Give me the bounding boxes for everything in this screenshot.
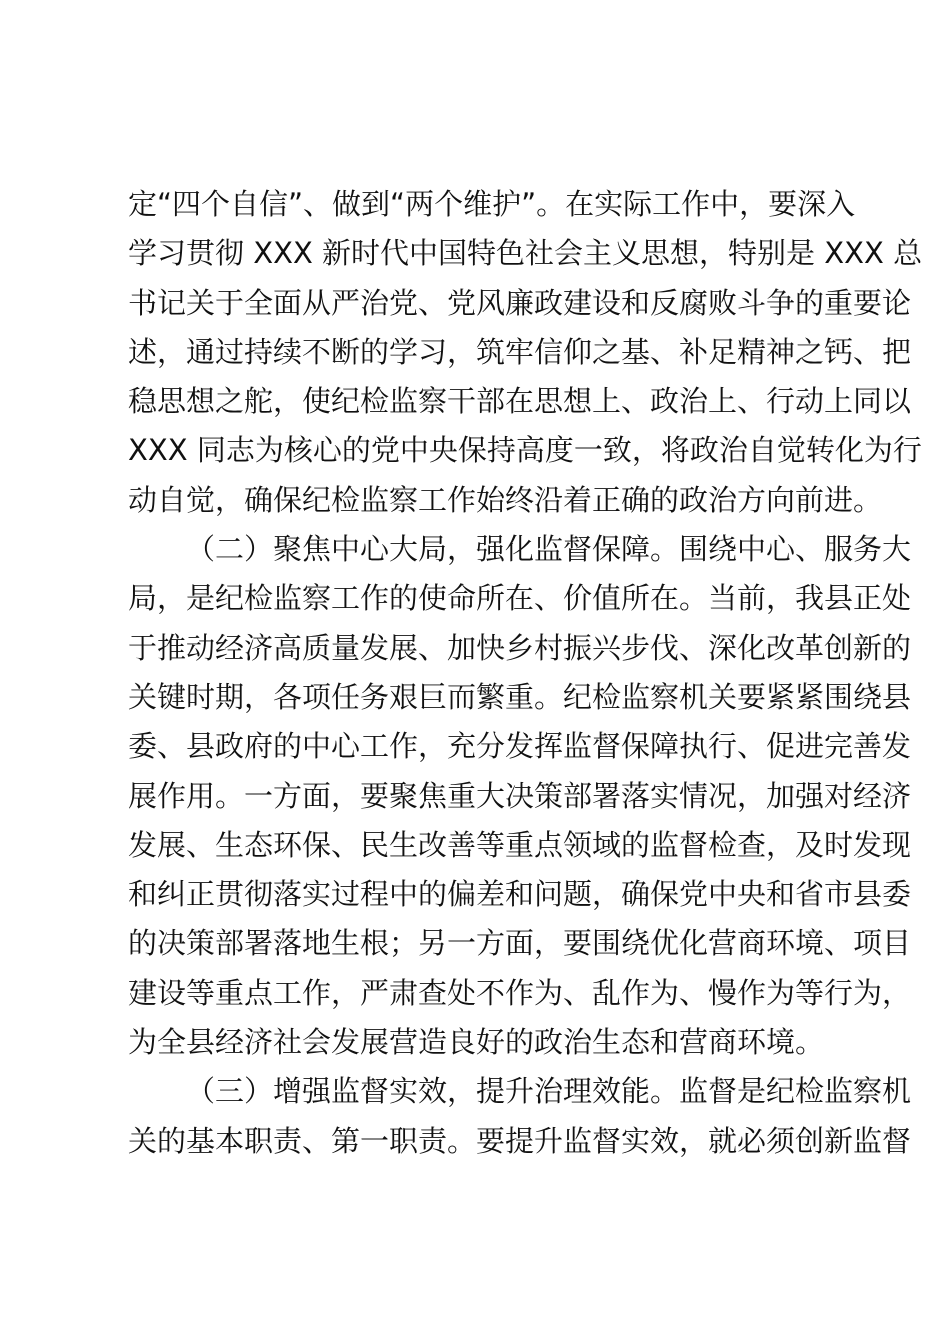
text-line-9: 局，是纪检监察工作的使命所在、价值所在。当前，我县正处 [128,581,912,616]
body-text [128,180,923,1166]
text-line-15: 和纠正贯彻落实过程中的偏差和问题，确保党中央和省市县委 [128,877,912,912]
text-line-3: 书记关于全面从严治党、党风廉政建设和反腐败斗争的重要论 [128,285,912,320]
text-line-16: 的决策部署落地生根；另一方面，要围绕优化营商环境、项目 [128,926,912,961]
text-line-13: 展作用。一方面，要聚焦重大决策部署落实情况，加强对经济 [128,778,912,813]
text-line-20: 关的基本职责、第一职责。要提升监督实效，就必须创新监督 [128,1123,912,1158]
text-line-10: 于推动经济高质量发展、加快乡村振兴步伐、深化改革创新的 [128,630,912,665]
text-line-6: XXX 同志为核心的党中央保持高度一致，将政治自觉转化为行 [128,433,922,468]
section-heading-3-line: （三）增强监督实效，提升治理效能。监督是纪检监察机 [186,1074,912,1109]
text-line-17: 建设等重点工作，严肃查处不作为、乱作为、慢作为等行为， [128,975,912,1010]
text-line-7: 动自觉，确保纪检监察工作始终沿着正确的政治方向前进。 [128,482,883,517]
text-line-1: 定“四个自信”、做到“两个维护”。在实际工作中，要深入 [128,187,856,221]
text-line-18: 为全县经济社会发展营造良好的政治生态和营商环境。 [128,1025,825,1060]
text-line-2: 学习贯彻 XXX 新时代中国特色社会主义思想，特别是 XXX 总 [128,236,923,271]
text-line-14: 发展、生态环保、民生改善等重点领域的监督检查，及时发现 [128,827,912,862]
text-line-5: 稳思想之舵，使纪检监察干部在思想上、政治上、行动上同以 [128,384,912,419]
section-heading-2-line: （二）聚焦中心大局，强化监督保障。围绕中心、服务大 [186,532,912,567]
text-line-12: 委、县政府的中心工作，充分发挥监督保障执行、促进完善发 [128,729,912,764]
text-line-11: 关键时期，各项任务艰巨而繁重。纪检监察机关要紧紧围绕县 [128,679,912,714]
text-line-4: 述，通过持续不断的学习，筑牢信仰之基、补足精神之钙、把 [128,334,912,369]
